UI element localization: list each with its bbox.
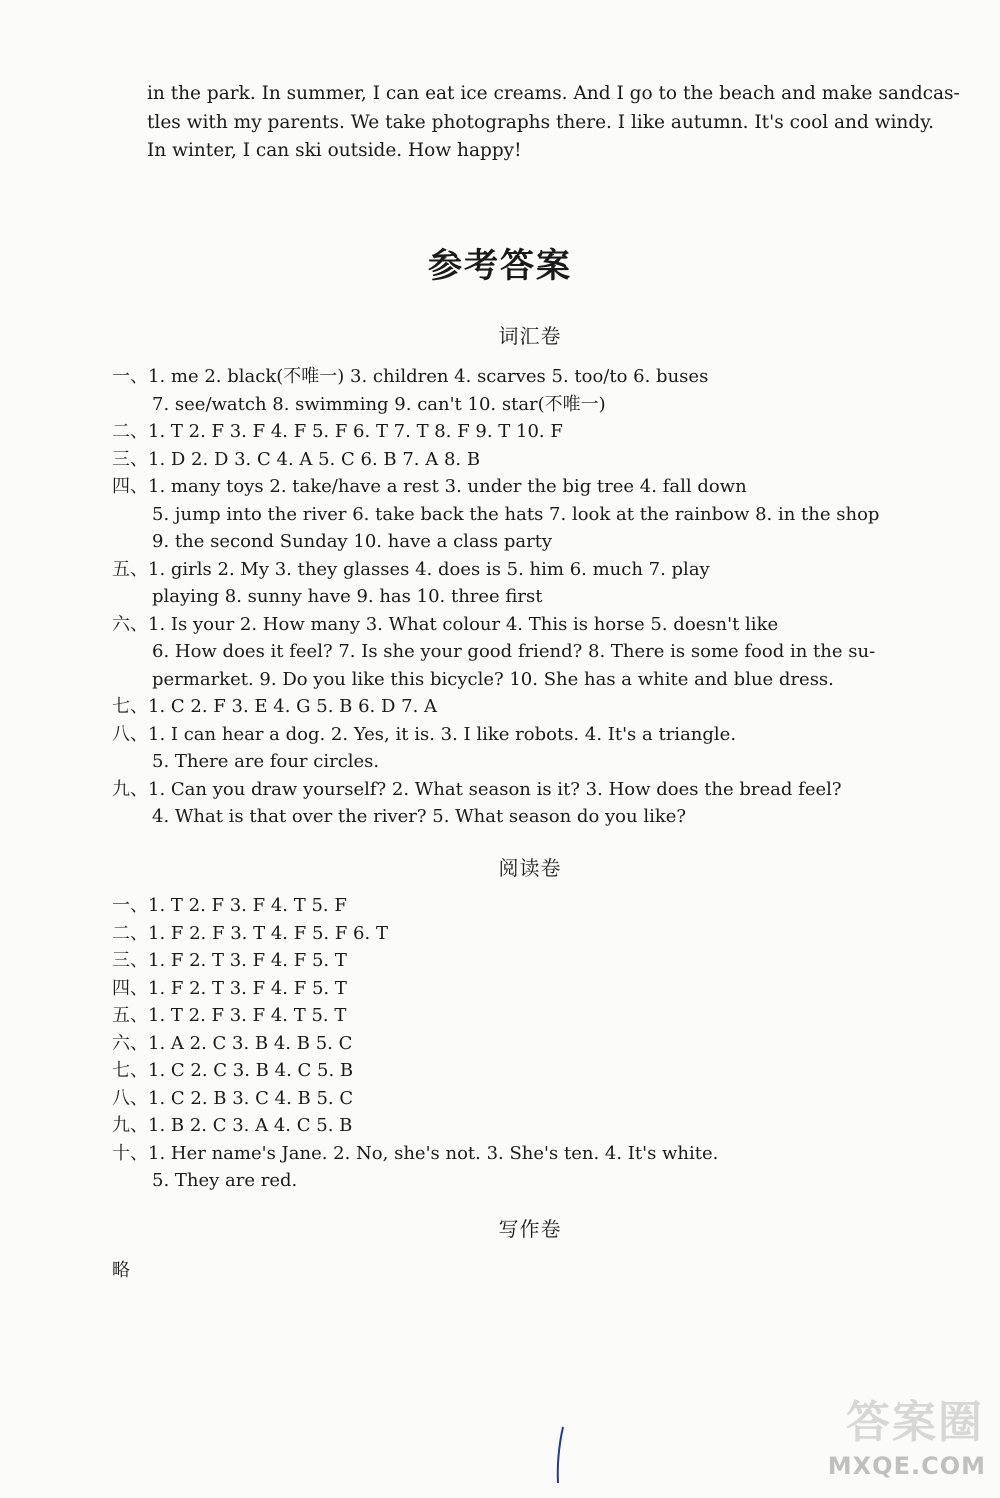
answer-line: 三、1. D 2. D 3. C 4. A 5. C 6. B 7. A 8. B bbox=[112, 448, 481, 470]
answer-line: playing 8. sunny have 9. has 10. three first bbox=[152, 586, 543, 607]
answer-line: 六、1. A 2. C 3. B 4. B 5. C bbox=[112, 1032, 353, 1054]
watermark-logo-text: 答案圈 bbox=[846, 1397, 984, 1448]
reading-answers bbox=[112, 892, 972, 1195]
answer-line: 6. How does it feel? 7. Is she your good friend? 8. There is some food in the su- bbox=[152, 641, 876, 662]
answer-line: 五、1. girls 2. My 3. they glasses 4. does is 5. him 6. much 7. play bbox=[112, 558, 710, 580]
pen-stroke-mark bbox=[549, 1425, 573, 1485]
intro-paragraph bbox=[147, 80, 960, 166]
answer-line: 十、1. Her name's Jane. 2. No, she's not. 3. She's ten. 4. It's white. bbox=[112, 1142, 719, 1164]
answer-line: permarket. 9. Do you like this bicycle? 10. She has a white and blue dress. bbox=[152, 668, 834, 690]
answer-line: 七、1. C 2. C 3. B 4. C 5. B bbox=[112, 1060, 354, 1081]
answer-line: 四、1. many toys 2. take/have a rest 3. under the big tree 4. fall down bbox=[112, 476, 747, 497]
writing-section-title: 写作卷 bbox=[498, 1217, 562, 1241]
answer-line: 7. see/watch 8. swimming 9. can't 10. star(不唯一) bbox=[152, 393, 606, 415]
answer-line: 三、1. F 2. T 3. F 4. F 5. T bbox=[112, 950, 347, 971]
intro-line: in the park. In summer, I can eat ice creams. And I go to the beach and make sandcas- bbox=[147, 83, 960, 104]
vocab-section-title: 词汇卷 bbox=[498, 324, 562, 348]
watermark-url: MXQE.COM bbox=[827, 1452, 986, 1480]
intro-line: tles with my parents. We take photographs there. I like autumn. It's cool and windy. bbox=[147, 111, 935, 133]
answer-line: 4. What is that over the river? 5. What season do you like? bbox=[152, 806, 687, 827]
answer-line: 9. the second Sunday 10. have a class party bbox=[152, 531, 553, 552]
answer-line: 五、1. T 2. F 3. F 4. T 5. T bbox=[112, 1005, 347, 1026]
reading-section-title: 阅读卷 bbox=[498, 856, 562, 880]
answer-line: 5. They are red. bbox=[152, 1170, 298, 1191]
writing-answer: 略 bbox=[112, 1260, 130, 1281]
vocab-answers bbox=[112, 363, 972, 831]
site-watermark bbox=[794, 1358, 994, 1488]
answer-line: 5. There are four circles. bbox=[152, 751, 380, 772]
intro-line: In winter, I can ski outside. How happy! bbox=[147, 140, 522, 161]
answer-line: 八、1. I can hear a dog. 2. Yes, it is. 3. I like robots. 4. It's a triangle. bbox=[112, 723, 737, 745]
answer-line: 二、1. T 2. F 3. F 4. F 5. F 6. T 7. T 8. F 9. T 10. F bbox=[112, 421, 563, 442]
page-title: 参考答案 bbox=[428, 246, 572, 286]
answer-line: 5. jump into the river 6. take back the hats 7. look at the rainbow 8. in the shop bbox=[152, 503, 880, 525]
answer-line: 四、1. F 2. T 3. F 4. F 5. T bbox=[112, 977, 347, 999]
answer-line: 二、1. F 2. F 3. T 4. F 5. F 6. T bbox=[112, 922, 388, 944]
answer-line: 八、1. C 2. B 3. C 4. B 5. C bbox=[112, 1087, 354, 1109]
answer-line: 六、1. Is your 2. How many 3. What colour 4. This is horse 5. doesn't like bbox=[112, 613, 779, 635]
answer-line: 九、1. B 2. C 3. A 4. C 5. B bbox=[112, 1115, 353, 1136]
answer-line: 一、1. T 2. F 3. F 4. T 5. F bbox=[112, 895, 347, 916]
answer-line: 七、1. C 2. F 3. E 4. G 5. B 6. D 7. A bbox=[112, 696, 438, 717]
answer-line: 九、1. Can you draw yourself? 2. What season is it? 3. How does the bread feel? bbox=[112, 778, 842, 800]
answer-line: 一、1. me 2. black(不唯一) 3. children 4. scarves 5. too/to 6. buses bbox=[112, 366, 709, 387]
